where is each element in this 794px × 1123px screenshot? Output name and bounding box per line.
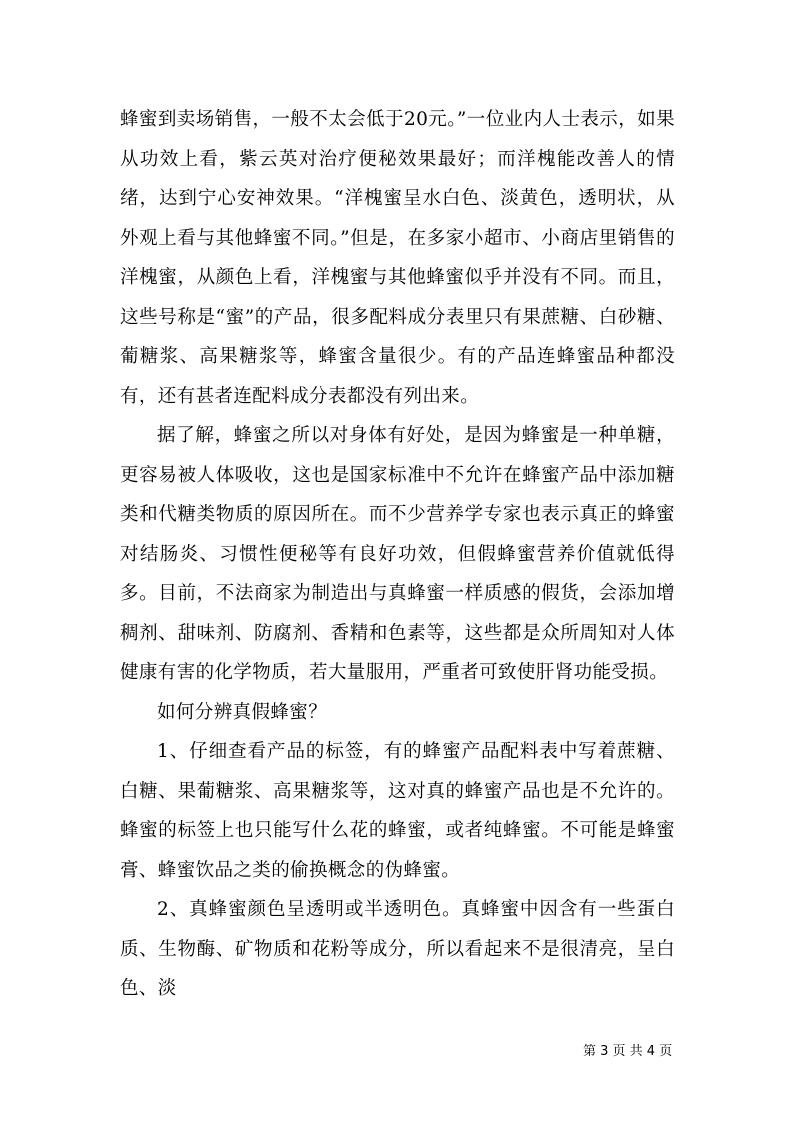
list-item: 1、仔细查看产品的标签，有的蜂蜜产品配料表中写着蔗糖、白糖、果葡糖浆、高果糖浆等，这对真的蜂蜜产品也是不允许的。蜂蜜的标签上也只能写什么花的蜂蜜，或者纯蜂蜜。不可能是蜂蜜膏、蜂蜜饮品之类的偷换概念的伪蜂蜜。 [120,741,675,881]
section-heading: 如何分辨真假蜂蜜？ [157,701,328,723]
paragraph: 据了解，蜂蜜之所以对身体有好处，是因为蜂蜜是一种单糖，更容易被人体吸收，这也是国家标准中不允许在蜂蜜产品中添加糖类和代糖类物质的原因所在。而不少营养学专家也表示真正的蜂蜜对结肠炎、习惯性便秘等有良好功效，但假蜂蜜营养价值就低得多。目前，不法商家为制造出与真蜂蜜一样质感的假货，会添加增稠剂、甜味剂、防腐剂、香精和色素等，这些都是众所周知对人体健康有害的化学物质，若大量服用，严重者可致使肝肾功能受损。 [120,425,675,683]
list-item: 2、真蜂蜜颜色呈透明或半透明色。真蜂蜜中因含有一些蛋白质、生物酶、矿物质和花粉等成分，所以看起来不是很清亮，呈白色、淡 [120,899,675,999]
paragraph-continuation: 蜂蜜到卖场销售，一般不太会低于20元。”一位业内人士表示，如果从功效上看，紫云英对治疗便秘效果最好；而洋槐能改善人的情绪，达到宁心安神效果。“洋槐蜜呈水白色、淡黄色，透明状，从外观上看与其他蜂蜜不同。”但是，在多家小超市、小商店里销售的洋槐蜜，从颜色上看，洋槐蜜与其他蜂蜜似乎并没有不同。而且，这些号称是“蜜”的产品，很多配料成分表里只有果蔗糖、白砂糖、葡糖浆、高果糖浆等，蜂蜜含量很少。有的产品连蜂蜜品种都没有，还有甚者连配料成分表都没有列出来。 [120,109,675,407]
page-number: 第 3 页 共 4 页 [583,1044,673,1059]
document-body [120,100,675,1009]
